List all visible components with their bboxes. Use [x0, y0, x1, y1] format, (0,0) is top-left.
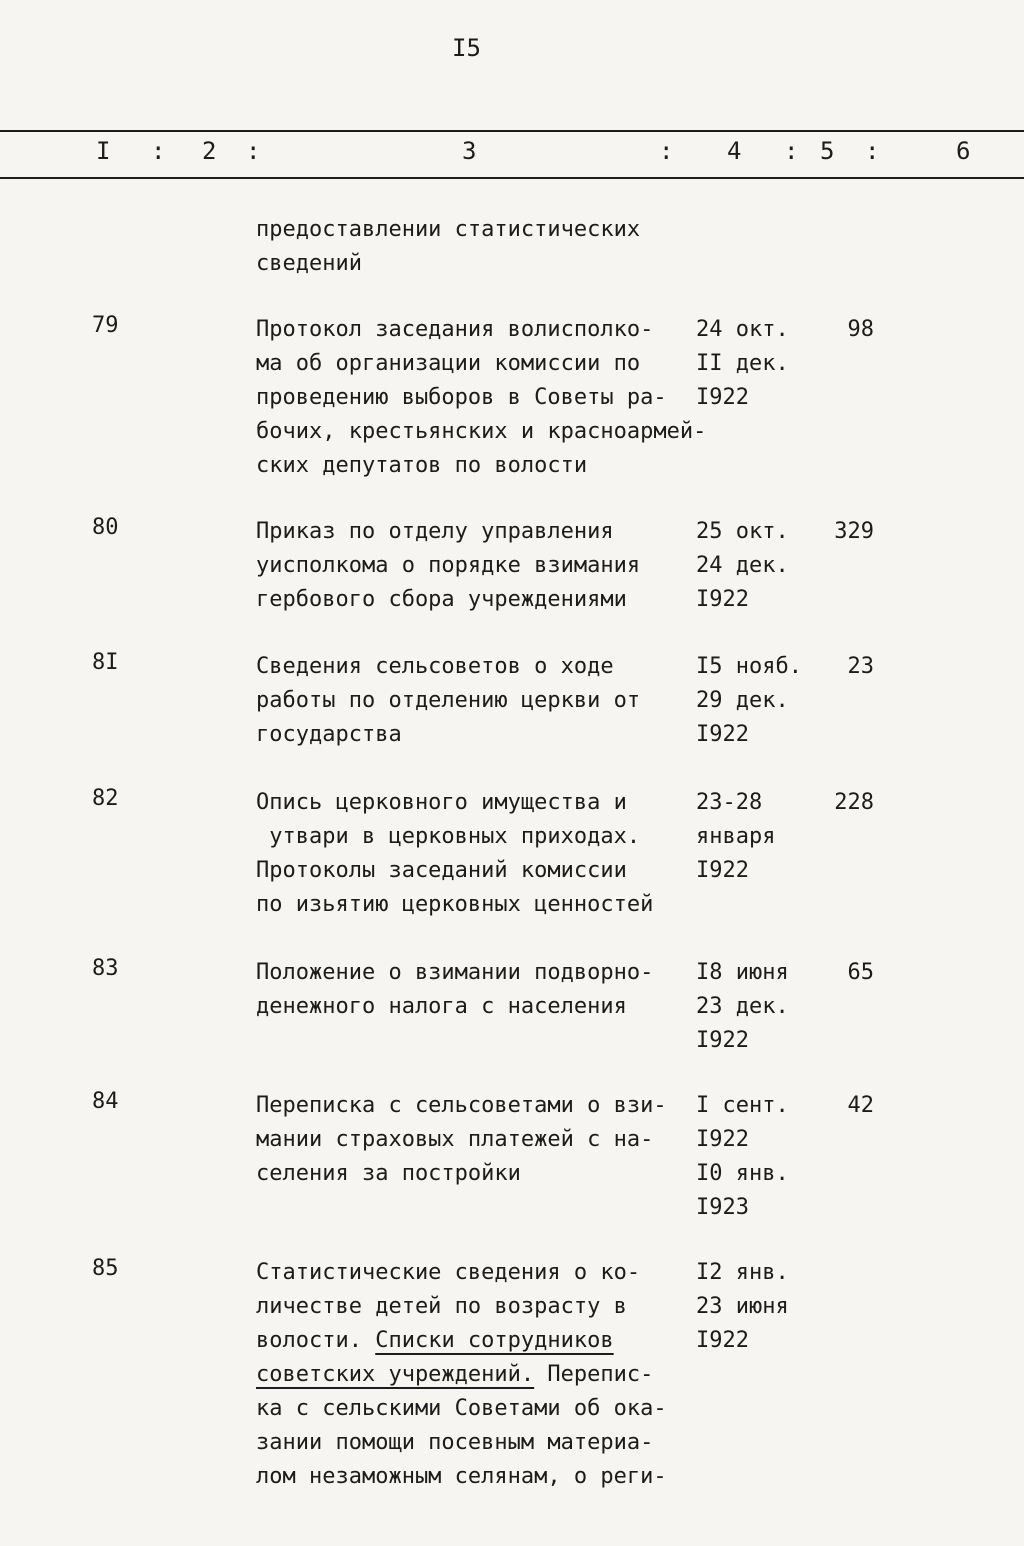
description-line — [256, 1358, 696, 1392]
table-top-rule — [0, 130, 1024, 132]
entry-description — [256, 650, 696, 752]
date-line: I0 янв. — [696, 1161, 789, 1186]
description-line — [256, 1392, 696, 1426]
column-separator: : — [865, 137, 880, 165]
date-line: 24 дек. — [696, 553, 789, 578]
description-line: Опись церковного имущества и — [256, 790, 627, 815]
entry-description — [256, 515, 696, 617]
description-text: Перепис- — [534, 1362, 654, 1387]
date-line: 25 окт. — [696, 519, 789, 544]
column-header-3: 3 — [462, 137, 477, 165]
column-header-2: 2 — [202, 137, 217, 165]
description-line: государства — [256, 722, 402, 747]
date-line: 23-28 — [696, 790, 763, 815]
description-text: волости. — [256, 1328, 376, 1353]
entry-sheet-count — [804, 786, 874, 820]
date-line: I922 — [696, 858, 749, 883]
entry-description — [256, 1256, 696, 1494]
description-line: утвари в церковных приходах. — [256, 824, 641, 849]
description-line: ма об организации комиссии по — [256, 351, 641, 376]
entry-dates — [696, 515, 806, 617]
date-line: I5 нояб. — [696, 654, 802, 679]
description-text: зании помощи посевным материа- — [256, 1430, 654, 1455]
column-separator: : — [659, 137, 674, 165]
entry-number: 79 — [92, 313, 119, 338]
date-line: 24 окт. — [696, 317, 789, 342]
entry-sheet-count — [804, 515, 874, 549]
table-header-rule — [0, 177, 1024, 179]
column-header-1: I — [96, 137, 111, 165]
sheet-count: 98 — [847, 317, 874, 342]
column-header-6: 6 — [956, 137, 971, 165]
entry-dates — [696, 1089, 806, 1225]
date-line: I922 — [696, 722, 749, 747]
date-line: I сент. — [696, 1093, 789, 1118]
description-line: гербового сбора учреждениями — [256, 587, 627, 612]
description-line: Переписка с сельсоветами о взи- — [256, 1093, 667, 1118]
date-line: I2 янв. — [696, 1260, 789, 1285]
entry-sheet-count — [804, 1089, 874, 1123]
date-line: I922 — [696, 385, 749, 410]
entry-description — [256, 213, 696, 281]
description-line: работы по отделению церкви от — [256, 688, 641, 713]
description-line: ских депутатов по волости — [256, 453, 588, 478]
entry-dates — [696, 956, 806, 1058]
entry-number: 82 — [92, 786, 119, 811]
page-number: I5 — [452, 34, 481, 62]
description-text: лом незаможным селянам, о реги- — [256, 1464, 667, 1489]
sheet-count: 329 — [834, 519, 874, 544]
column-separator: : — [784, 137, 799, 165]
description-line: предоставлении статистических — [256, 217, 641, 242]
description-line: Сведения сельсоветов о ходе — [256, 654, 614, 679]
description-line: бочих, крестьянских и красноармей- — [256, 419, 707, 444]
sheet-count: 65 — [847, 960, 874, 985]
description-line: Протокол заседания волисполко- — [256, 317, 654, 342]
description-text: ка с сельскими Советами об ока- — [256, 1396, 667, 1421]
entry-description — [256, 1089, 696, 1191]
description-line: Положение о взимании подворно- — [256, 960, 654, 985]
description-line — [256, 1324, 696, 1358]
entry-sheet-count — [804, 956, 874, 990]
sheet-count: 42 — [847, 1093, 874, 1118]
date-line: 23 дек. — [696, 994, 789, 1019]
entry-sheet-count — [804, 650, 874, 684]
description-line: сведений — [256, 251, 362, 276]
description-line — [256, 1256, 696, 1290]
description-line: по изьятию церковных ценностей — [256, 892, 654, 917]
description-line: проведению выборов в Советы ра- — [256, 385, 667, 410]
entry-dates — [696, 786, 806, 888]
entry-number: 83 — [92, 956, 119, 981]
date-line: 23 июня — [696, 1294, 789, 1319]
sheet-count: 23 — [847, 654, 874, 679]
date-line: II дек. — [696, 351, 789, 376]
entry-dates — [696, 313, 806, 415]
entry-description — [256, 313, 707, 483]
description-line: денежного налога с населения — [256, 994, 627, 1019]
entry-number: 80 — [92, 515, 119, 540]
description-line: уисполкома о порядке взимания — [256, 553, 641, 578]
underlined-text: Списки сотрудников — [375, 1328, 614, 1353]
column-separator: : — [151, 137, 166, 165]
entry-number: 84 — [92, 1089, 119, 1114]
description-line — [256, 1290, 696, 1324]
description-line: Протоколы заседаний комиссии — [256, 858, 627, 883]
date-line: I8 июня — [696, 960, 789, 985]
column-header-row — [0, 137, 1024, 169]
entry-description — [256, 956, 696, 1024]
column-header-4: 4 — [727, 137, 742, 165]
description-line — [256, 1460, 696, 1494]
sheet-count: 228 — [834, 790, 874, 815]
description-text: Статистические сведения о ко- — [256, 1260, 641, 1285]
entry-description — [256, 786, 696, 922]
column-header-5: 5 — [820, 137, 835, 165]
date-line: I922 — [696, 1127, 749, 1152]
date-line: 29 дек. — [696, 688, 789, 713]
entry-number: 8I — [92, 650, 119, 675]
description-line: Приказ по отделу управления — [256, 519, 614, 544]
description-line: мании страховых платежей с на- — [256, 1127, 654, 1152]
date-line: I922 — [696, 1028, 749, 1053]
entry-dates — [696, 650, 806, 752]
entry-number: 85 — [92, 1256, 119, 1281]
date-line: I923 — [696, 1195, 749, 1220]
entry-sheet-count — [804, 313, 874, 347]
description-line — [256, 1426, 696, 1460]
entry-dates — [696, 1256, 806, 1358]
column-separator: : — [246, 137, 261, 165]
description-line: селения за постройки — [256, 1161, 521, 1186]
date-line: I922 — [696, 1328, 749, 1353]
underlined-text: советских учреждений. — [256, 1362, 535, 1387]
date-line: I922 — [696, 587, 749, 612]
date-line: января — [696, 824, 776, 849]
description-text: личестве детей по возрасту в — [256, 1294, 627, 1319]
